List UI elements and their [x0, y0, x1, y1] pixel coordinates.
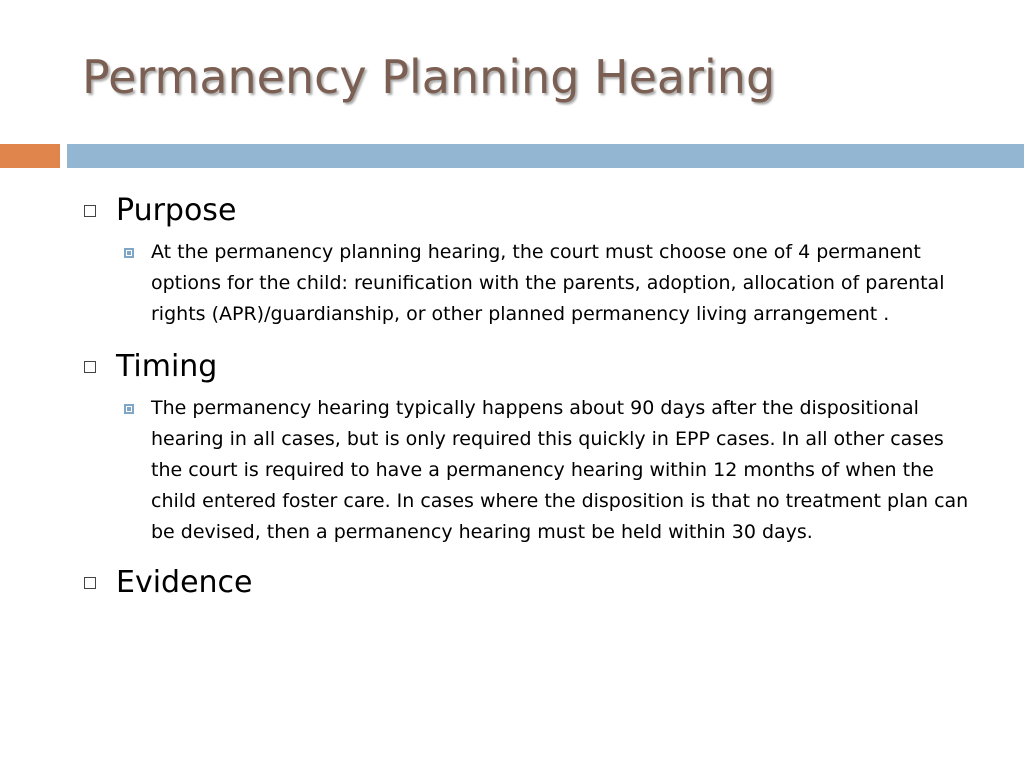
slide-title: Permanency Planning Hearing — [82, 50, 776, 104]
bullet-timing-label: Timing — [116, 349, 218, 384]
square-sub-bullet-icon — [124, 404, 134, 414]
square-sub-bullet-icon — [124, 248, 134, 258]
square-bullet-icon — [84, 577, 96, 589]
accent-bar — [0, 144, 60, 168]
bullet-purpose-label: Purpose — [116, 193, 237, 228]
square-bullet-icon — [84, 205, 96, 217]
bullet-evidence — [80, 562, 990, 604]
bullet-timing — [80, 346, 990, 548]
square-bullet-icon — [84, 361, 96, 373]
sub-bullet-purpose — [116, 237, 990, 330]
title-underline-bar — [67, 144, 1024, 168]
bullet-evidence-label: Evidence — [116, 565, 253, 600]
slide-content — [80, 190, 990, 604]
sub-bullet-timing — [116, 393, 990, 548]
sub-bullet-timing-text: The permanency hearing typically happens about 90 days after the dispositional hearing in all cases, but is only required this quickly in EPP cases. In all other cases the court is required to have a permanency hearing within 12 months of when the child entered foster care. In cases where the disposition is that no treatment plan can be devised, then a permanency hearing must be held within 30 days. — [151, 397, 969, 543]
bullet-purpose — [80, 190, 990, 330]
sub-bullet-purpose-text: At the permanency planning hearing, the court must choose one of 4 permanent options for the child: reunification with the parents, adoption, allocation of parental rights (APR)/guardianship, or other planned permanency living arrangement . — [151, 241, 945, 325]
